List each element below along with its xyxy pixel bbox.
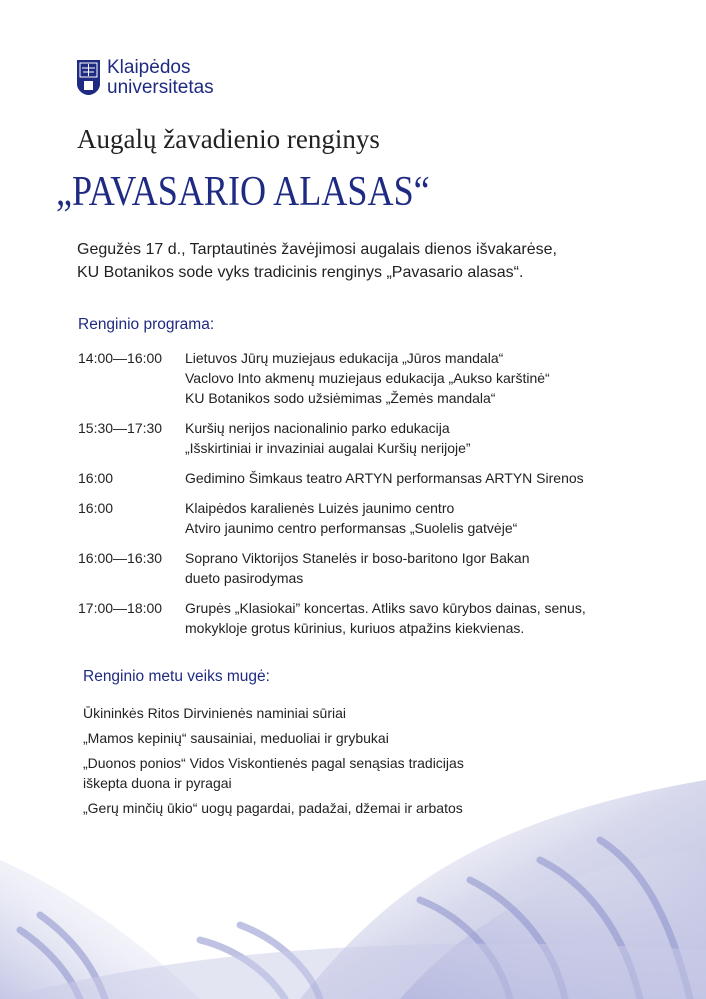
fair-heading: Renginio metu veiks mugė: (83, 668, 270, 685)
program-row (78, 418, 678, 458)
program-line: mokykloje grotus kūrinius, kuriuos atpažins kiekvienas. (185, 620, 525, 636)
intro-paragraph (77, 238, 557, 284)
program-line: KU Botanikos sodo užsiėmimas „Žemės mandala“ (185, 390, 496, 406)
program-line: Soprano Viktorijos Stanelės ir boso-baritono Igor Bakan (185, 550, 530, 566)
logo-line-1: Klaipėdos (107, 57, 191, 78)
fair-item (83, 728, 464, 748)
program-time: 15:30—17:30 (78, 420, 163, 436)
program-description (185, 598, 586, 638)
program-row (78, 468, 678, 488)
fair-line: iškepta duona ir pyragai (83, 775, 232, 791)
program-line: Kuršių nerijos nacionalinio parko edukacija (185, 420, 450, 436)
fair-item (83, 753, 464, 793)
program-line: „Išskirtiniai ir invaziniai augalai Kuršių nerijoje” (185, 440, 471, 456)
program-line: Atviro jaunimo centro performansas „Suolelis gatvėje“ (185, 520, 518, 536)
program-heading: Renginio programa: (78, 316, 215, 333)
program-list (78, 348, 678, 648)
fair-item (83, 798, 464, 818)
program-time: 17:00—18:00 (78, 600, 163, 616)
intro-line: Gegužės 17 d., Tarptautinės žavėjimosi augalais dienos išvakarėse, (77, 241, 557, 258)
program-line: dueto pasirodymas (185, 570, 304, 586)
program-time: 16:00—16:30 (78, 550, 163, 566)
fair-item (83, 703, 464, 723)
fair-line: „Duonos ponios“ Vidos Viskontienės pagal senąsias tradicijas (83, 755, 464, 771)
university-logo (77, 60, 100, 100)
intro-line: KU Botanikos sode vyks tradicinis renginys „Pavasario alasas“. (77, 264, 524, 281)
program-time: 14:00—16:00 (78, 350, 163, 366)
program-line: Gedimino Šimkaus teatro ARTYN performansas ARTYN Sirenos (185, 470, 584, 486)
program-time: 16:00 (78, 500, 114, 516)
program-description (185, 498, 517, 538)
program-line: Vaclovo Into akmenų muziejaus edukacija „Aukso karštinė“ (185, 370, 550, 386)
shield-crest-icon (77, 60, 100, 95)
program-description (185, 418, 471, 458)
program-line: Grupės „Klasiokai” koncertas. Atliks savo kūrybos dainas, senus, (185, 600, 586, 616)
program-row (78, 598, 678, 638)
program-line: Klaipėdos karalienės Luizės jaunimo centro (185, 500, 455, 516)
program-description (185, 348, 550, 408)
program-description (185, 548, 530, 588)
fair-list (83, 703, 464, 823)
logo-text (107, 58, 214, 98)
fair-line: „Gerų minčių ūkio“ uogų pagardai, padažai, džemai ir arbatos (83, 800, 463, 816)
program-row (78, 548, 678, 588)
fair-line: „Mamos kepinių“ sausainiai, meduoliai ir grybukai (83, 730, 389, 746)
program-row (78, 348, 678, 408)
fair-line: Ūkininkės Ritos Dirvinienės naminiai sūriai (83, 705, 346, 721)
program-description (185, 468, 584, 488)
logo-line-2: universitetas (107, 77, 214, 98)
program-time: 16:00 (78, 470, 114, 486)
subtitle: Augalų žavadienio renginys (77, 124, 380, 154)
page-title: „PAVASARIO ALASAS“ (56, 169, 430, 215)
program-line: Lietuvos Jūrų muziejaus edukacija „Jūros mandala“ (185, 350, 504, 366)
program-row (78, 498, 678, 538)
